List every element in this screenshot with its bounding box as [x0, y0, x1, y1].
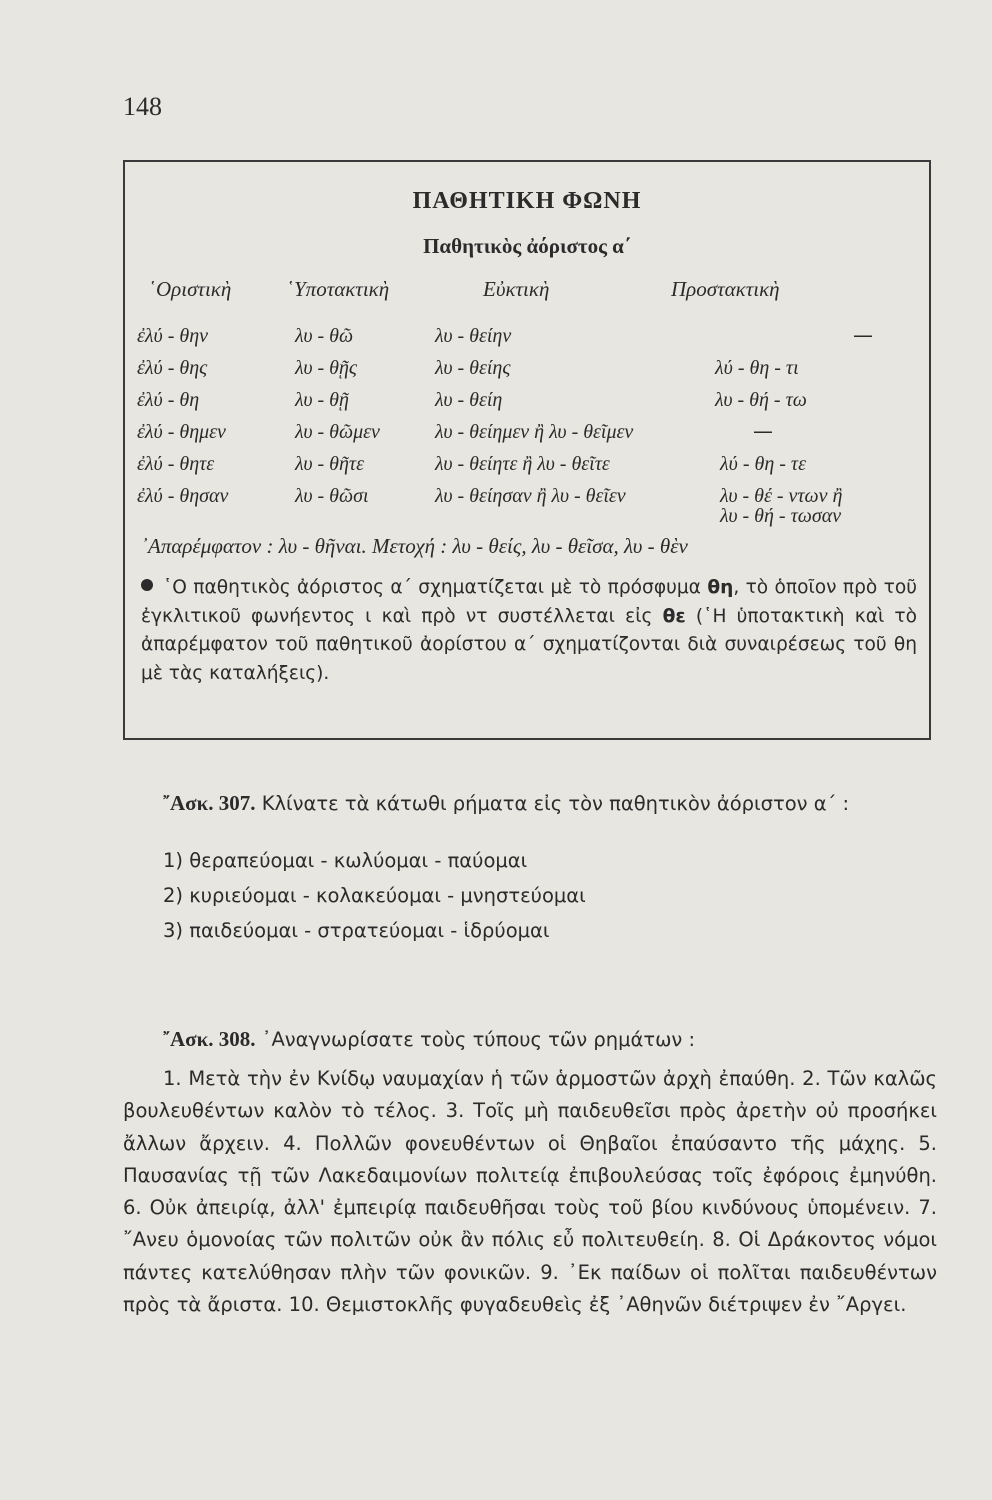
cell-imp: — — [853, 323, 873, 347]
box-title: ΠΑΘΗΤΙΚΗ ΦΩΝΗ — [412, 188, 642, 214]
box-subtitle: Παθητικὸς ἀόριστος α΄ — [423, 234, 631, 258]
cell-opt: λυ - θείητε ἢ λυ - θεῖτε — [435, 453, 610, 475]
conjugation-box — [123, 160, 931, 740]
cell-subj: λυ - θῶ — [295, 325, 354, 347]
exercise-307-items — [163, 843, 586, 948]
cell-ind: ἐλύ - θημεν — [137, 421, 226, 443]
cell-subj: λυ - θῶσι — [295, 485, 369, 507]
cell-ind: ἐλύ - θη — [137, 389, 200, 411]
exercise-text: Κλίνατε τὰ κάτωθι ρήματα εἰς τὸν παθητικὸν ἀόριστον α΄ : — [261, 792, 850, 815]
cell-subj: λυ - θῇ — [295, 389, 349, 411]
cell-imp: λυ - θή - τω — [715, 389, 807, 411]
exercise-308 — [123, 1024, 931, 1055]
exercise-text: ᾿Αναγνωρίσατε τοὺς τύπους τῶν ρημάτων : — [261, 1028, 696, 1051]
infinitive-participle-line: ᾿Απαρέμφατον : λυ - θῆναι. Μετοχή : λυ - θείς, λυ - θεῖσα, λυ - θὲν — [141, 534, 688, 558]
cell-imp: λυ - θέ - ντων ἢ — [720, 485, 843, 507]
cell-opt: λυ - θείησαν ἢ λυ - θεῖεν — [435, 485, 626, 507]
cell-subj: λυ - θῶμεν — [295, 421, 380, 443]
cell-ind: ἐλύ - θην — [137, 325, 209, 347]
cell-ind: ἐλύ - θης — [137, 357, 208, 379]
cell-opt: λυ - θείην — [435, 325, 512, 347]
exercise-label: ῎Ασκ. 307. — [163, 791, 256, 815]
cell-subj: λυ - θῇς — [295, 357, 358, 379]
grammar-note: ῾Ο παθητικὸς ἀόριστος α΄ σχηματίζεται μὲ τὸ πρόσφυμα θη, τὸ ὁποῖον πρὸ τοῦ ἐγκλιτικοῦ φωνήεντος ι καὶ πρὸ ντ συστέλλεται εἰς θε (῾Η ὑποτακτικὴ καὶ τὸ ἀπαρέμφατον τοῦ παθητικοῦ ἀορίστου α΄ σχηματίζονται διὰ συναιρέσεως τοῦ θη μὲ τὰς καταλήξεις). — [141, 577, 917, 684]
page-number: 148 — [123, 92, 162, 121]
cell-imp: — — [753, 419, 773, 443]
header-indicative: ῾Οριστικὴ — [149, 277, 232, 301]
cell-subj: λυ - θῆτε — [295, 453, 364, 475]
cell-opt: λυ - θείη — [435, 389, 503, 411]
cell-opt: λυ - θείημεν ἢ λυ - θεῖμεν — [435, 421, 634, 443]
cell-imp: λύ - θη - τε — [720, 453, 806, 475]
list-item: 3) παιδεύομαι - στρατεύομαι - ἱδρύομαι — [163, 919, 550, 942]
header-subjunctive: ῾Υποτακτικὴ — [287, 277, 390, 301]
cell-imp: λύ - θη - τι — [715, 357, 799, 379]
list-item: 2) κυριεύομαι - κολακεύομαι - μνηστεύομαι — [163, 884, 586, 907]
header-optative: Εὐκτικὴ — [483, 277, 550, 301]
exercise-307 — [123, 788, 931, 819]
exercise-308-paragraph: 1. Μετὰ τὴν ἐν Κνίδῳ ναυμαχίαν ἡ τῶν ἁρμοστῶν ἀρχὴ ἐπαύθη. 2. Τῶν καλῶς βουλευθέντων καλὸν τὸ τέλος. 3. Τοῖς μὴ παιδευθεῖσι πρὸς ἀρετὴν οὐ προσήκει ἄλλων ἄρχειν. 4. Πολλῶν φονευθέντων οἱ Θηβαῖοι ἐπαύσαντο τῆς μάχης. 5. Παυσανίας τῇ τῶν Λακεδαιμονίων πολιτείᾳ ἐπιβουλεύσας τοῖς ἐφόροις ἐμηνύθη. 6. Οὐκ ἀπειρίᾳ, ἀλλ' ἐμπειρίᾳ παιδευθῆσαι τοὺς τοῦ βίου κινδύνους ὑπομένειν. 7. ῎Ανευ ὁμονοίας τῶν πολιτῶν οὐκ ἂν πόλις εὖ πολιτευθείη. 8. Οἱ Δράκοντος νόμοι πάντες κατελύθησαν πλὴν τῶν φονικῶν. 9. ᾿Εκ παίδων οἱ πολῖται παιδευθέντων πρὸς τὰ ἄριστα. 10. Θεμιστοκλῆς φυγαδευθεὶς ἐξ ᾿Αθηνῶν διέτριψεν ἐν ῎Αργει. — [123, 1067, 937, 1317]
cell-ind: ἐλύ - θητε — [137, 453, 215, 475]
bullet-icon — [141, 579, 153, 591]
cell-opt: λυ - θείης — [435, 357, 511, 379]
cell-ind: ἐλύ - θησαν — [137, 485, 229, 507]
cell-imp-extra: λυ - θή - τωσαν — [720, 505, 842, 527]
header-imperative: Προστακτικὴ — [671, 277, 780, 301]
exercise-label: ῎Ασκ. 308. — [163, 1027, 256, 1051]
list-item: 1) θεραπεύομαι - κωλύομαι - παύομαι — [163, 849, 528, 872]
